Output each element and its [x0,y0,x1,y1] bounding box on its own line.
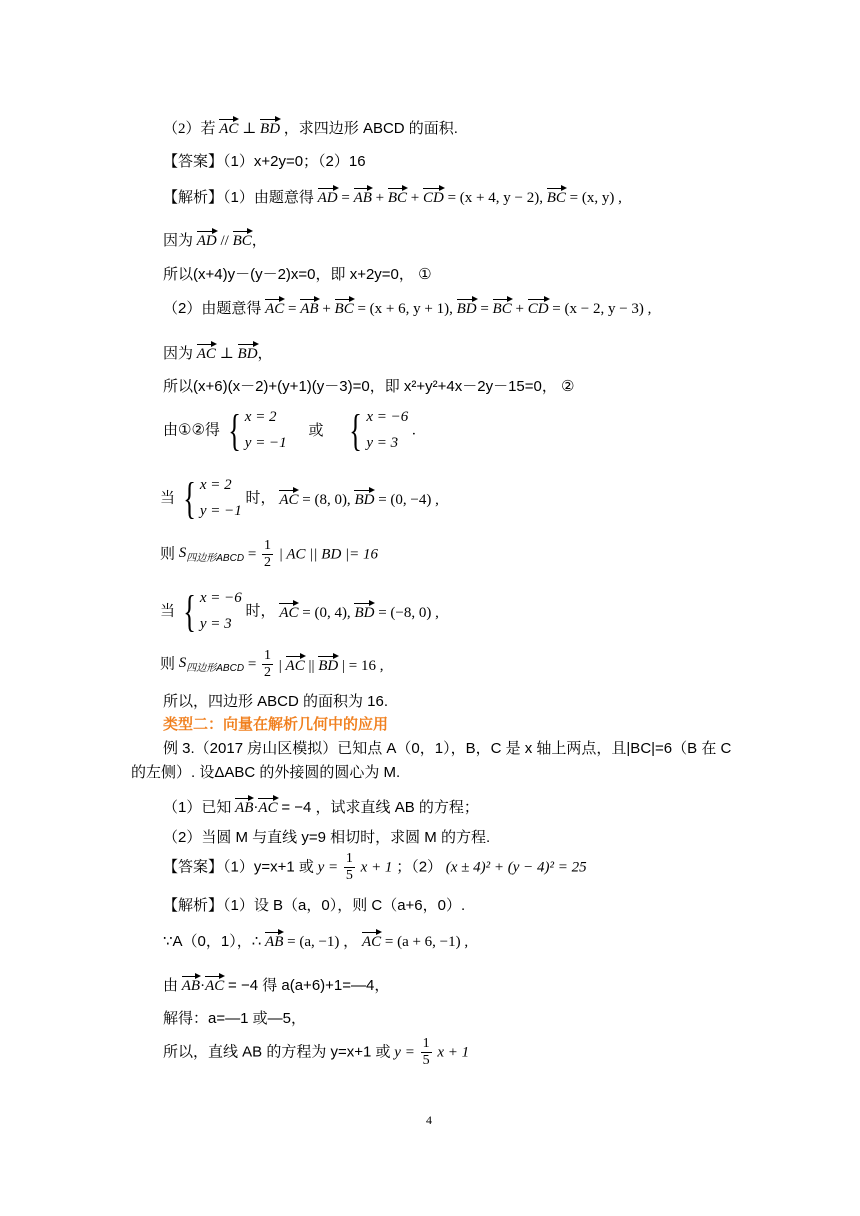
when-2: 当 [160,602,176,620]
part2-question: （2）若 AC ⊥ BD ，求四边形 ABCD 的面积. [163,120,458,137]
vector-ab-2: AB [300,298,318,318]
because-text-2: 因为 [163,345,194,362]
case1-vals: = (8, 0), [302,491,351,508]
y-eq: y = [317,859,339,876]
by-prefix: 由 [163,977,179,994]
vector-ac-6: AC [286,655,305,675]
vector-ac-8: AC [362,931,381,951]
s-subscript: 四边形ABCD [186,553,245,565]
sol-math: = (x + 4, y − 2), [447,190,543,206]
case2-b: y = 3 [199,615,232,632]
vector-bc-2: BC [547,187,566,207]
or-text: 或 [308,421,324,439]
part2-label: （2）由题意得 [163,300,262,317]
section-heading: 类型二：向量在解析几何中的应用 [163,716,389,733]
part2-math-1: = (x + 6, y + 1), [357,301,453,317]
case2-vals-2: = (−8, 0) , [378,604,439,621]
system-1: { x = 2 y = −1 [227,405,287,455]
q-prefix: （2）若 [163,121,216,137]
solution-2: 【解析】（1）设 B（a，0），则 C（a+6，0）. [163,897,466,914]
vector-bd-6: BD [318,655,338,675]
area1-expr: | AC || BD |= 16 [278,546,379,563]
answer-1: 【答案】（1）x+2y=0；（2）16 [163,153,366,170]
case1-vals-2: = (0, −4) , [378,491,439,508]
q-suffix: ，求四边形 ABCD 的面积. [283,120,458,137]
since-line [163,931,468,951]
vector-ad-2: AD [197,230,217,250]
s-symbol-2: S [178,655,187,672]
case2-a: x = −6 [199,590,242,606]
part2-math-2: = (x − 2, y − 3) , [552,301,652,317]
case-2 [160,586,439,637]
vector-ab: AB [354,187,372,207]
sys2-a: x = −6 [366,409,409,425]
because-text: 因为 [163,232,194,249]
x-plus-1: x + 1 [360,859,393,876]
shi-2: 时， [245,602,276,620]
case2-vals: = (0, 4), [302,604,351,621]
area-2: 则 $S_{四边形ABCD}$ = $\frac{1}{2}$ | AC || BD | = 16 , [160,648,384,681]
fifth-fraction-2: $\frac{1}{5}$ [422,1036,430,1069]
answer-2 [163,851,587,884]
vector-cd: CD [423,187,444,207]
vector-bd-4: BD [354,489,374,509]
q1-prefix: （1）已知 [163,799,232,816]
final-prefix: 所以，直线 AB 的方程为 y=x+1 或 [163,1043,391,1061]
conclusion: 所以，四边形 ABCD 的面积为 16. [163,693,389,710]
vector-bd: BD [260,118,280,138]
example-3-line-1: 例 3.（2017 房山区模拟）已知点 A（0，1），B，C 是 x 轴上两点，且|BC|=6（B 在 C [163,740,732,757]
system-solutions: 由①②得 { x = 2 y = −1 或 { x = −6 y = 3 . [163,405,416,455]
so-line-2: 所以(x+6)(x－2)+(y+1)(y－3)=0，即 x²+y²+4x－2y－15=0， ② [163,378,575,395]
ans2-prefix: 【答案】（1）y=x+1 或 [163,858,314,876]
when-1: 当 [160,489,176,507]
vector-bc-3: BC [233,230,252,250]
vector-ac-2: AC [265,298,284,318]
so-line-1: 所以(x+4)y－(y－2)x=0，即 x+2y=0， ① [163,266,432,283]
then-2: 则 [160,655,176,673]
vector-bd-2: BD [457,298,477,318]
since-v2: = (a + 6, −1) , [384,934,469,950]
vector-ab-3: AB [235,797,253,817]
case2-system: { x = −6 y = 3 [182,586,242,636]
question-2: （2）当圆 M 与直线 y=9 相切时，求圆 M 的方程. [163,829,491,846]
vector-bd-3: BD [238,343,258,363]
final-line [163,1036,469,1069]
case-1 [160,473,439,524]
sys1-b: y = −1 [244,434,287,451]
solve-line: 解得：a=—1 或—5， [163,1010,306,1027]
vector-ad: AD [318,187,338,207]
sys2-b: y = 3 [366,434,399,451]
vector-bc-5: BC [493,298,512,318]
then-1: 则 [160,545,176,563]
vector-bc-4: BC [335,298,354,318]
shi-1: 时， [245,489,276,507]
part2-solution-line: （2）由题意得 AC = AB + BC = (x + 6, y + 1), BD = BC + CD = (x − 2, y − 3) , [163,300,652,317]
question-1: （1）已知 AB·AC = −4 ，试求直线 AB 的方程； [163,799,479,816]
comma: ， [251,233,267,249]
case1-b: y = −1 [199,502,242,519]
vector-ac-3: AC [197,343,216,363]
by-line: 由 AB·AC = −4 得 a(a+6)+1=—4， [163,977,390,994]
area-1: 则 $S_{四边形ABCD}$ = $\frac{1}{2}$ | AC || BD |= 16 [160,538,379,571]
area2-end: | = 16 , [341,657,384,674]
system-2: { x = −6 y = 3 [349,405,409,455]
vector-bd-5: BD [354,602,374,622]
vector-ab-4: AB [265,931,283,951]
comma-2: ， [257,346,273,362]
s-symbol: S [178,545,187,562]
circle-equation: (x ± 4)² + (y − 4)² = 25 [445,859,587,876]
y-eq-2: y = [394,1044,415,1061]
vector-ac: AC [219,118,238,138]
vector-ab-5: AB [182,975,200,995]
sys1-a: x = 2 [244,409,277,425]
sol-math-2: = (x, y) , [569,190,622,206]
since-v1: = (a, −1) ， [287,934,359,950]
since-text: ∵A（0，1），∴ [163,933,262,950]
vector-bc: BC [388,187,407,207]
vector-ac-9: AC [205,975,224,995]
by-suffix: = −4 得 a(a+6)+1=—4， [228,977,390,994]
half-fraction-2: $\frac{1}{2}$ [264,648,272,681]
page-number: 4 [426,1113,432,1127]
case1-a: x = 2 [199,477,232,493]
because-perp: 因为 AC ⊥ BD， [163,345,273,362]
vector-cd-2: CD [528,298,549,318]
half-fraction: $\frac{1}{2}$ [264,538,272,571]
s-subscript-2: 四边形ABCD [186,663,245,675]
solution-1-line: 【解析】（1）由题意得 AD = AB + BC + CD = (x + 4, y − 2), BC = (x, y) , [163,189,622,206]
case1-system: { x = 2 y = −1 [182,473,242,523]
fifth-fraction: $\frac{1}{5}$ [345,851,353,884]
q1-suffix: = −4 ，试求直线 AB 的方程； [281,799,479,816]
sol-label: 【解析】（1）由题意得 [163,189,314,206]
from-12: 由①②得 [163,421,220,439]
x-plus-1-2: x + 1 [437,1044,470,1061]
because-parallel: 因为 AD // BC， [163,232,267,249]
vector-ac-4: AC [279,489,298,509]
ans2-mid: ；（2） [396,858,443,876]
vector-ac-7: AC [258,797,277,817]
vector-ac-5: AC [279,602,298,622]
example-3-line-2: 的左侧）. 设ΔABC 的外接圆的圆心为 M. [131,764,401,781]
